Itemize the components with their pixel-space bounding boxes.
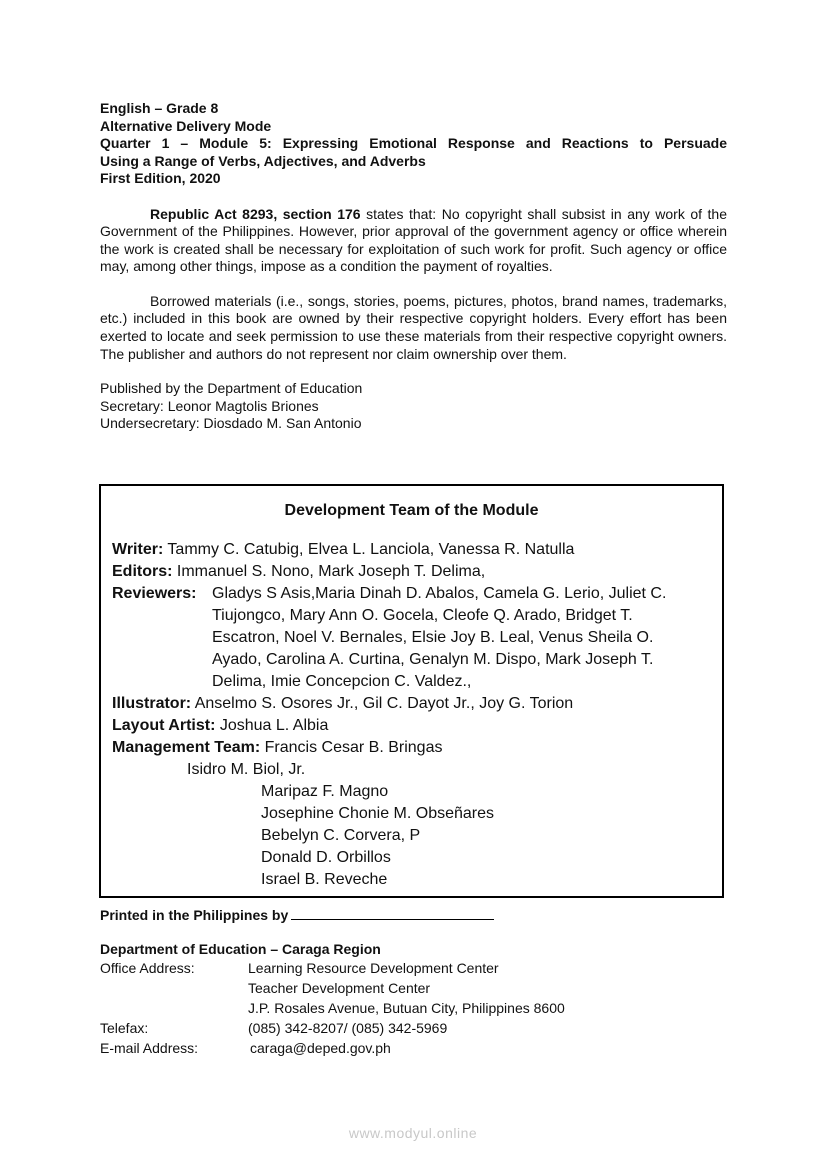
team-body: [112, 539, 712, 891]
reviewers-line: Tiujongco, Mary Ann O. Gocela, Cleofe Q. Arado, Bridget T.: [212, 607, 633, 624]
law-text: states that: No copyright shall subsist in any work of the Government of the Philippines. However, prior approval of the government agency or office wherein the work is created shall be necessary for exploitation of such work for profit. Such agency or office may, among other things, impose as a condition the payment of royalties.: [100, 205, 727, 275]
module-header: [100, 100, 727, 188]
mode-line: Alternative Delivery Mode: [100, 117, 272, 134]
watermark: www.modyul.online: [348, 1125, 478, 1141]
management-member: Isidro M. Biol, Jr.: [187, 761, 306, 778]
management-label: Management Team:: [112, 739, 261, 756]
editors-label: Editors:: [112, 563, 173, 580]
office-address-row: [100, 958, 727, 1018]
management-member: Israel B. Reveche: [261, 871, 388, 888]
writer-names: Tammy C. Catubig, Elvea L. Lanciola, Vanessa R. Natulla: [163, 541, 575, 558]
module-title-line1: Quarter 1 – Module 5: Expressing Emotional Response and Reactions to Persuade: [100, 135, 727, 151]
telefax-label: Telefax:: [100, 1020, 149, 1036]
edition-line: First Edition, 2020: [100, 170, 221, 186]
reviewers-label: Reviewers:: [112, 585, 197, 602]
management-member: Donald D. Orbillos: [261, 849, 391, 866]
region-contact: [100, 941, 727, 1058]
management-member: Maripaz F. Magno: [261, 783, 389, 800]
writer-label: Writer:: [112, 541, 164, 558]
reviewers-names: [212, 583, 712, 693]
management-member: Josephine Chonie M. Obseñares: [261, 805, 495, 822]
secretary: Secretary: Leonor Magtolis Briones: [100, 397, 319, 414]
telefax-value: (085) 342-8207/ (085) 342-5969: [248, 1020, 448, 1036]
editors-row: [112, 561, 712, 583]
reviewers-row: [112, 583, 712, 693]
borrowed-materials-paragraph: Borrowed materials (i.e., songs, stories, poems, pictures, photos, brand names, trademarks, etc.) included in this book are owned by their respective copyright holders. Every effort has been exerted to locate and seek permission to use these materials from their respective copyright owners. The publisher and authors do not represent nor claim ownership over them.: [100, 292, 727, 362]
writer-row: [112, 539, 712, 561]
illustrator-label: Illustrator:: [112, 695, 192, 712]
copyright-paragraph: [100, 206, 727, 276]
illustrator-names: Anselmo S. Osores Jr., Gil C. Dayot Jr., Joy G. Torion: [191, 695, 574, 712]
email-label: E-mail Address:: [100, 1040, 199, 1056]
law-reference: Republic Act 8293, section 176: [150, 205, 361, 222]
reviewers-line: Delima, Imie Concepcion C. Valdez.,: [212, 673, 472, 690]
development-team-box: [99, 484, 724, 898]
reviewers-line: Gladys S Asis,Maria Dinah D. Abalos, Camela G. Lerio, Juliet C.: [212, 585, 667, 602]
address-line: Learning Resource Development Center: [248, 960, 499, 976]
printed-by-label: Printed in the Philippines by: [100, 907, 289, 923]
publisher-info: [100, 380, 727, 433]
region-title: Department of Education – Caraga Region: [100, 941, 381, 957]
address-line: Teacher Development Center: [248, 980, 431, 996]
printed-by-blank: [291, 906, 494, 920]
management-team-row: [112, 737, 712, 759]
email-row: [100, 1038, 727, 1058]
office-address-label: Office Address:: [100, 960, 195, 976]
printed-by-line: [100, 906, 494, 923]
editors-names: Immanuel S. Nono, Mark Joseph T. Delima,: [172, 563, 486, 580]
layout-artist-label: Layout Artist:: [112, 717, 216, 734]
office-address-lines: [248, 958, 565, 1018]
layout-artist-name: Joshua L. Albia: [215, 717, 329, 734]
email-value: caraga@deped.gov.ph: [250, 1040, 391, 1056]
reviewers-line: Escatron, Noel V. Bernales, Elsie Joy B. Leal, Venus Sheila O.: [212, 629, 654, 646]
document-page: [100, 100, 727, 433]
published-by: Published by the Department of Education: [100, 380, 363, 397]
undersecretary: Undersecretary: Diosdado M. San Antonio: [100, 415, 362, 432]
layout-artist-row: [112, 715, 712, 737]
management-first: Francis Cesar B. Bringas: [260, 739, 443, 756]
illustrator-row: [112, 693, 712, 715]
module-title-line2: Using a Range of Verbs, Adjectives, and Adverbs: [100, 152, 426, 169]
management-member: Bebelyn C. Corvera, P: [261, 827, 421, 844]
team-title: Development Team of the Module: [284, 502, 539, 519]
address-line: J.P. Rosales Avenue, Butuan City, Philippines 8600: [248, 1000, 565, 1016]
reviewers-line: Ayado, Carolina A. Curtina, Genalyn M. Dispo, Mark Joseph T.: [212, 651, 654, 668]
telefax-row: [100, 1018, 727, 1038]
subject-line: English – Grade 8: [100, 100, 219, 116]
